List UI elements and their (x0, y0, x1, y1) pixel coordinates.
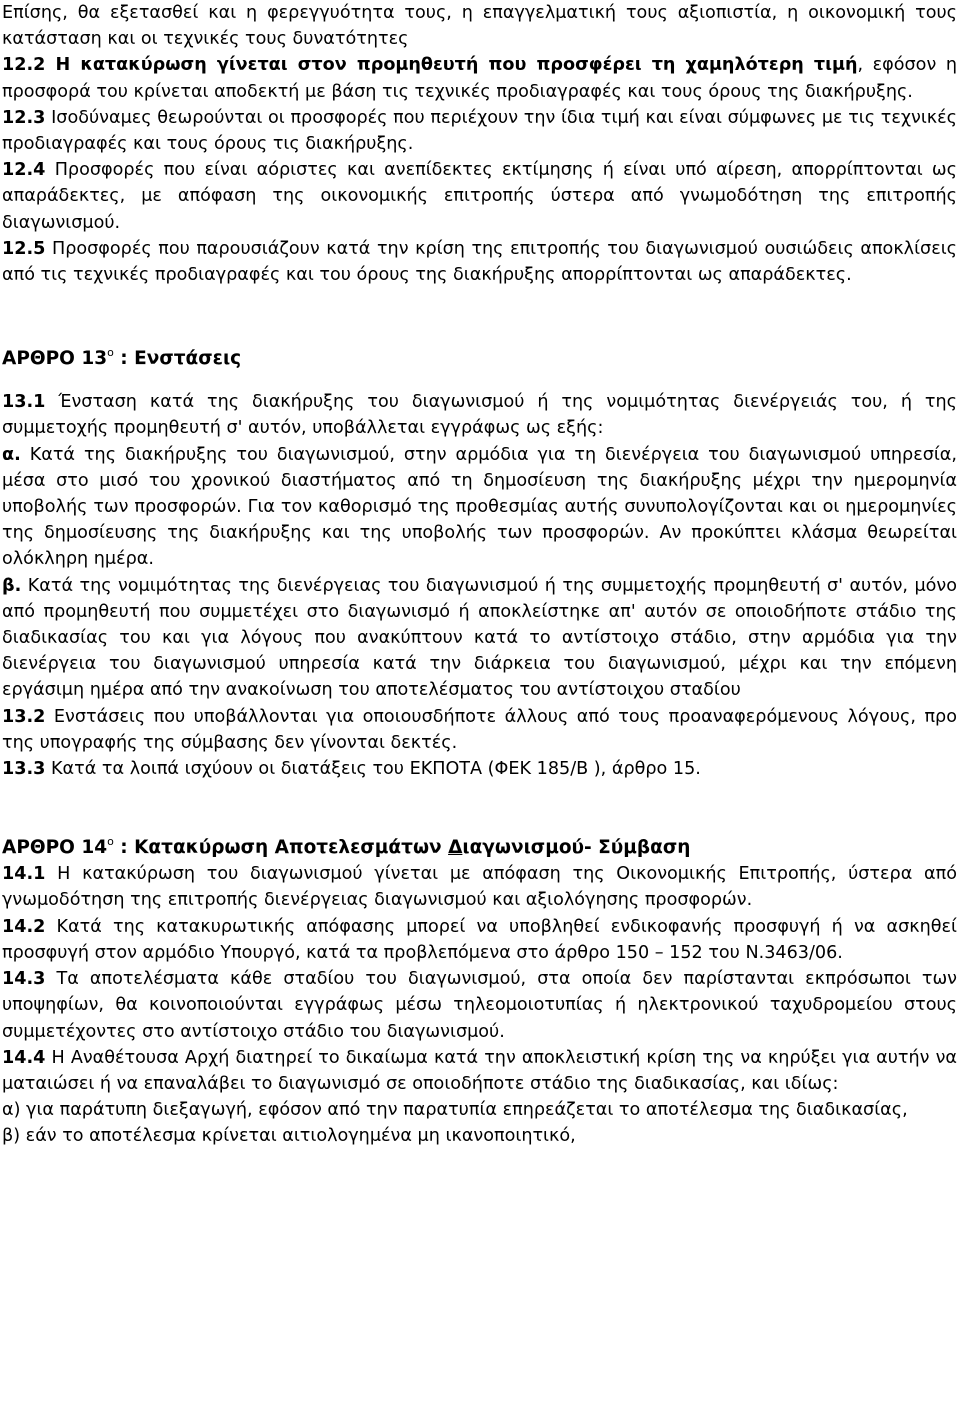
section-13-1-b (2, 573, 957, 704)
section-text: Τα αποτελέσματα κάθε σταδίου του διαγωνισμού, στα οποία δεν παρίστανται εκπρόσωποι των υποψηφίων, θα κοινοποιούνται εγγράφως μέσω τηλεομοιοτυπίας ή ηλεκτρονικού ταχυδρομείου στους συμμετέχοντες στο αντίστοιχο στάδιο του διαγωνισμού. (2, 969, 957, 1042)
section-text: Κατά της νομιμότητας της διενέργειας του διαγωνισμού ή της συμμετοχής προμηθευτή σ' αυτόν, μόνο από προμηθευτή που συμμετέχει στο διαγωνισμό ή αποκλείστηκε απ' αυτόν σε οποιοδήποτε στάδιο της διαδικασίας του και για λόγους που ανακύπτουν κατά το αντίστοιχο στάδιο, στην αρμόδια για την διενέργεια του διαγωνισμού υπηρεσία κατά την διάρκεια του διαγωνισμού, μέχρι και την επόμενη εργάσιμη ημέρα από την ανακοίνωση του αποτελέσματος του αντίστοιχου σταδίου (2, 575, 957, 701)
section-text: , εφόσον η προσφορά του κρίνεται αποδεκτή με βάση τις τεχνικές προδιαγραφές και τους όρους της διακήρυξης. (2, 55, 957, 102)
section-text: Η κατακύρωση του διαγωνισμού γίνεται με απόφαση της Οικονομικής Επιτροπής, ύστερα από γνωμοδότηση της επιτροπής διενέργειας διαγωνισμού και αξιολόγησης προσφορών. (2, 864, 957, 911)
section-12-5 (2, 236, 957, 288)
section-text: Κατά της διακήρυξης του διαγωνισμού, στην αρμόδια για τη διενέργεια του διαγωνισμού υπηρεσία, μέσα στο μισό του χρονικού διαστήματος από τη δημοσίευση της διακήρυξης μέχρι την ημερομηνία υποβολής των προσφορών. Για τον καθορισμό της προθεσμίας αυτής συνυπολογίζονται και οι ημερομηνίες της δημοσίευσης της διακήρυξης και της υποβολής των προσφορών. Αν προκύπτει κλάσμα θεωρείται ολόκληρη ημέρα. (2, 444, 957, 570)
section-number: 14.2 (2, 916, 46, 937)
section-14-4-a: α) για παράτυπη διεξαγωγή, εφόσον από την παρατυπία επηρεάζεται το αποτέλεσμα της διαδικασίας, (2, 1100, 908, 1121)
section-13-1 (2, 389, 957, 441)
section-number: 13.1 (2, 392, 46, 413)
section-number: 12.5 (2, 238, 46, 259)
article-title-part-1: : Κατακύρωση Αποτελεσμάτων (113, 837, 449, 859)
section-12-2 (2, 52, 957, 104)
section-12-4 (2, 157, 957, 236)
section-number: 12.4 (2, 160, 46, 181)
section-text: Η Αναθέτουσα Αρχή διατηρεί το δικαίωμα κατά την αποκλειστική κρίση της να κηρύξει για αυτήν να ματαιώσει ή να επαναλάβει το διαγωνισμό σε οποιοδήποτε στάδιο της διαδικασίας, και ιδίως: (2, 1047, 957, 1094)
article-14-heading (2, 829, 957, 861)
section-14-4 (2, 1045, 957, 1097)
intro-paragraph: Επίσης, θα εξετασθεί και η φερεγγυότητα τους, η επαγγελματική τους αξιοπιστία, η οικονομική τους κατάσταση και οι τεχνικές τους δυνατότητες (2, 3, 957, 50)
article-prefix: ΑΡΘΡΟ 13 (2, 348, 108, 370)
section-bold-text: Η κατακύρωση γίνεται στον προμηθευτή που προσφέρει τη χαμηλότερη τιμή (45, 55, 858, 76)
article-title-underlined: Δ (448, 837, 463, 859)
section-text: Ένσταση κατά της διακήρυξης του διαγωνισμού ή της νομιμότητας διενέργειάς του, ή της συμμετοχής προμηθευτή σ' αυτόν, υποβάλλεται εγγράφως ως εξής: (2, 392, 957, 439)
article-prefix: ΑΡΘΡΟ 14 (2, 837, 108, 859)
section-13-1-a (2, 442, 957, 573)
article-title-part-2: ιαγωνισμού- Σύμβαση (462, 837, 691, 859)
article-ordinal: ο (107, 835, 114, 849)
section-text: Ενστάσεις που υποβάλλονται για οποιουσδήποτε άλλους από τους προαναφερόμενους λόγους, προ της υπογραφής της σύμβασης δεν γίνονται δεκτές. (2, 706, 957, 753)
section-13-2 (2, 704, 957, 756)
section-14-3 (2, 966, 957, 1045)
section-14-2 (2, 914, 957, 966)
section-14-1 (2, 861, 957, 913)
section-number: 13.2 (2, 706, 46, 727)
section-number: 12.3 (2, 107, 46, 128)
section-text: Προσφορές που παρουσιάζουν κατά την κρίση της επιτροπής του διαγωνισμού ουσιώδεις αποκλίσεις από τις τεχνικές προδιαγραφές και του όρους της διακήρυξης απορρίπτονται ως απαράδεκτες. (2, 238, 957, 286)
section-letter: α. (2, 444, 21, 465)
section-14-4-b: β) εάν το αποτέλεσμα κρίνεται αιτιολογημένα μη ικανοποιητικό, (2, 1126, 576, 1147)
section-number: 14.1 (2, 864, 46, 885)
section-13-3 (2, 756, 957, 782)
article-title: : Ενστάσεις (113, 348, 242, 370)
section-text: Κατά της κατακυρωτικής απόφασης μπορεί να υποβληθεί ενδικοφανής προσφυγή ή να ασκηθεί προσφυγή στον αρμόδιο Υπουργό, κατά τα προβλεπόμενα στο άρθρο 150 – 152 του Ν.3463/06. (2, 916, 957, 963)
section-number: 14.3 (2, 969, 46, 990)
article-ordinal: ο (107, 346, 114, 360)
section-12-3 (2, 105, 957, 157)
section-text: Προσφορές που είναι αόριστες και ανεπίδεκτες εκτίμησης ή είναι υπό αίρεση, απορρίπτονται ως απαράδεκτες, με απόφαση της οικονομικής επιτροπής ύστερα από γνωμοδότηση της επιτροπής διαγωνισμού. (2, 160, 957, 233)
section-number: 12.2 (2, 55, 46, 76)
section-text: Κατά τα λοιπά ισχύουν οι διατάξεις του ΕΚΠΟΤΑ (ΦΕΚ 185/Β ), άρθρο 15. (45, 759, 701, 780)
section-letter: β. (2, 575, 22, 596)
section-text: Ισοδύναμες θεωρούνται οι προσφορές που περιέχουν την ίδια τιμή και είναι σύμφωνες με τις τεχνικές προδιαγραφές και τους όρους τις διακήρυξης. (2, 107, 957, 155)
section-number: 14.4 (2, 1047, 46, 1068)
section-number: 13.3 (2, 759, 46, 780)
article-13-heading (2, 340, 957, 372)
